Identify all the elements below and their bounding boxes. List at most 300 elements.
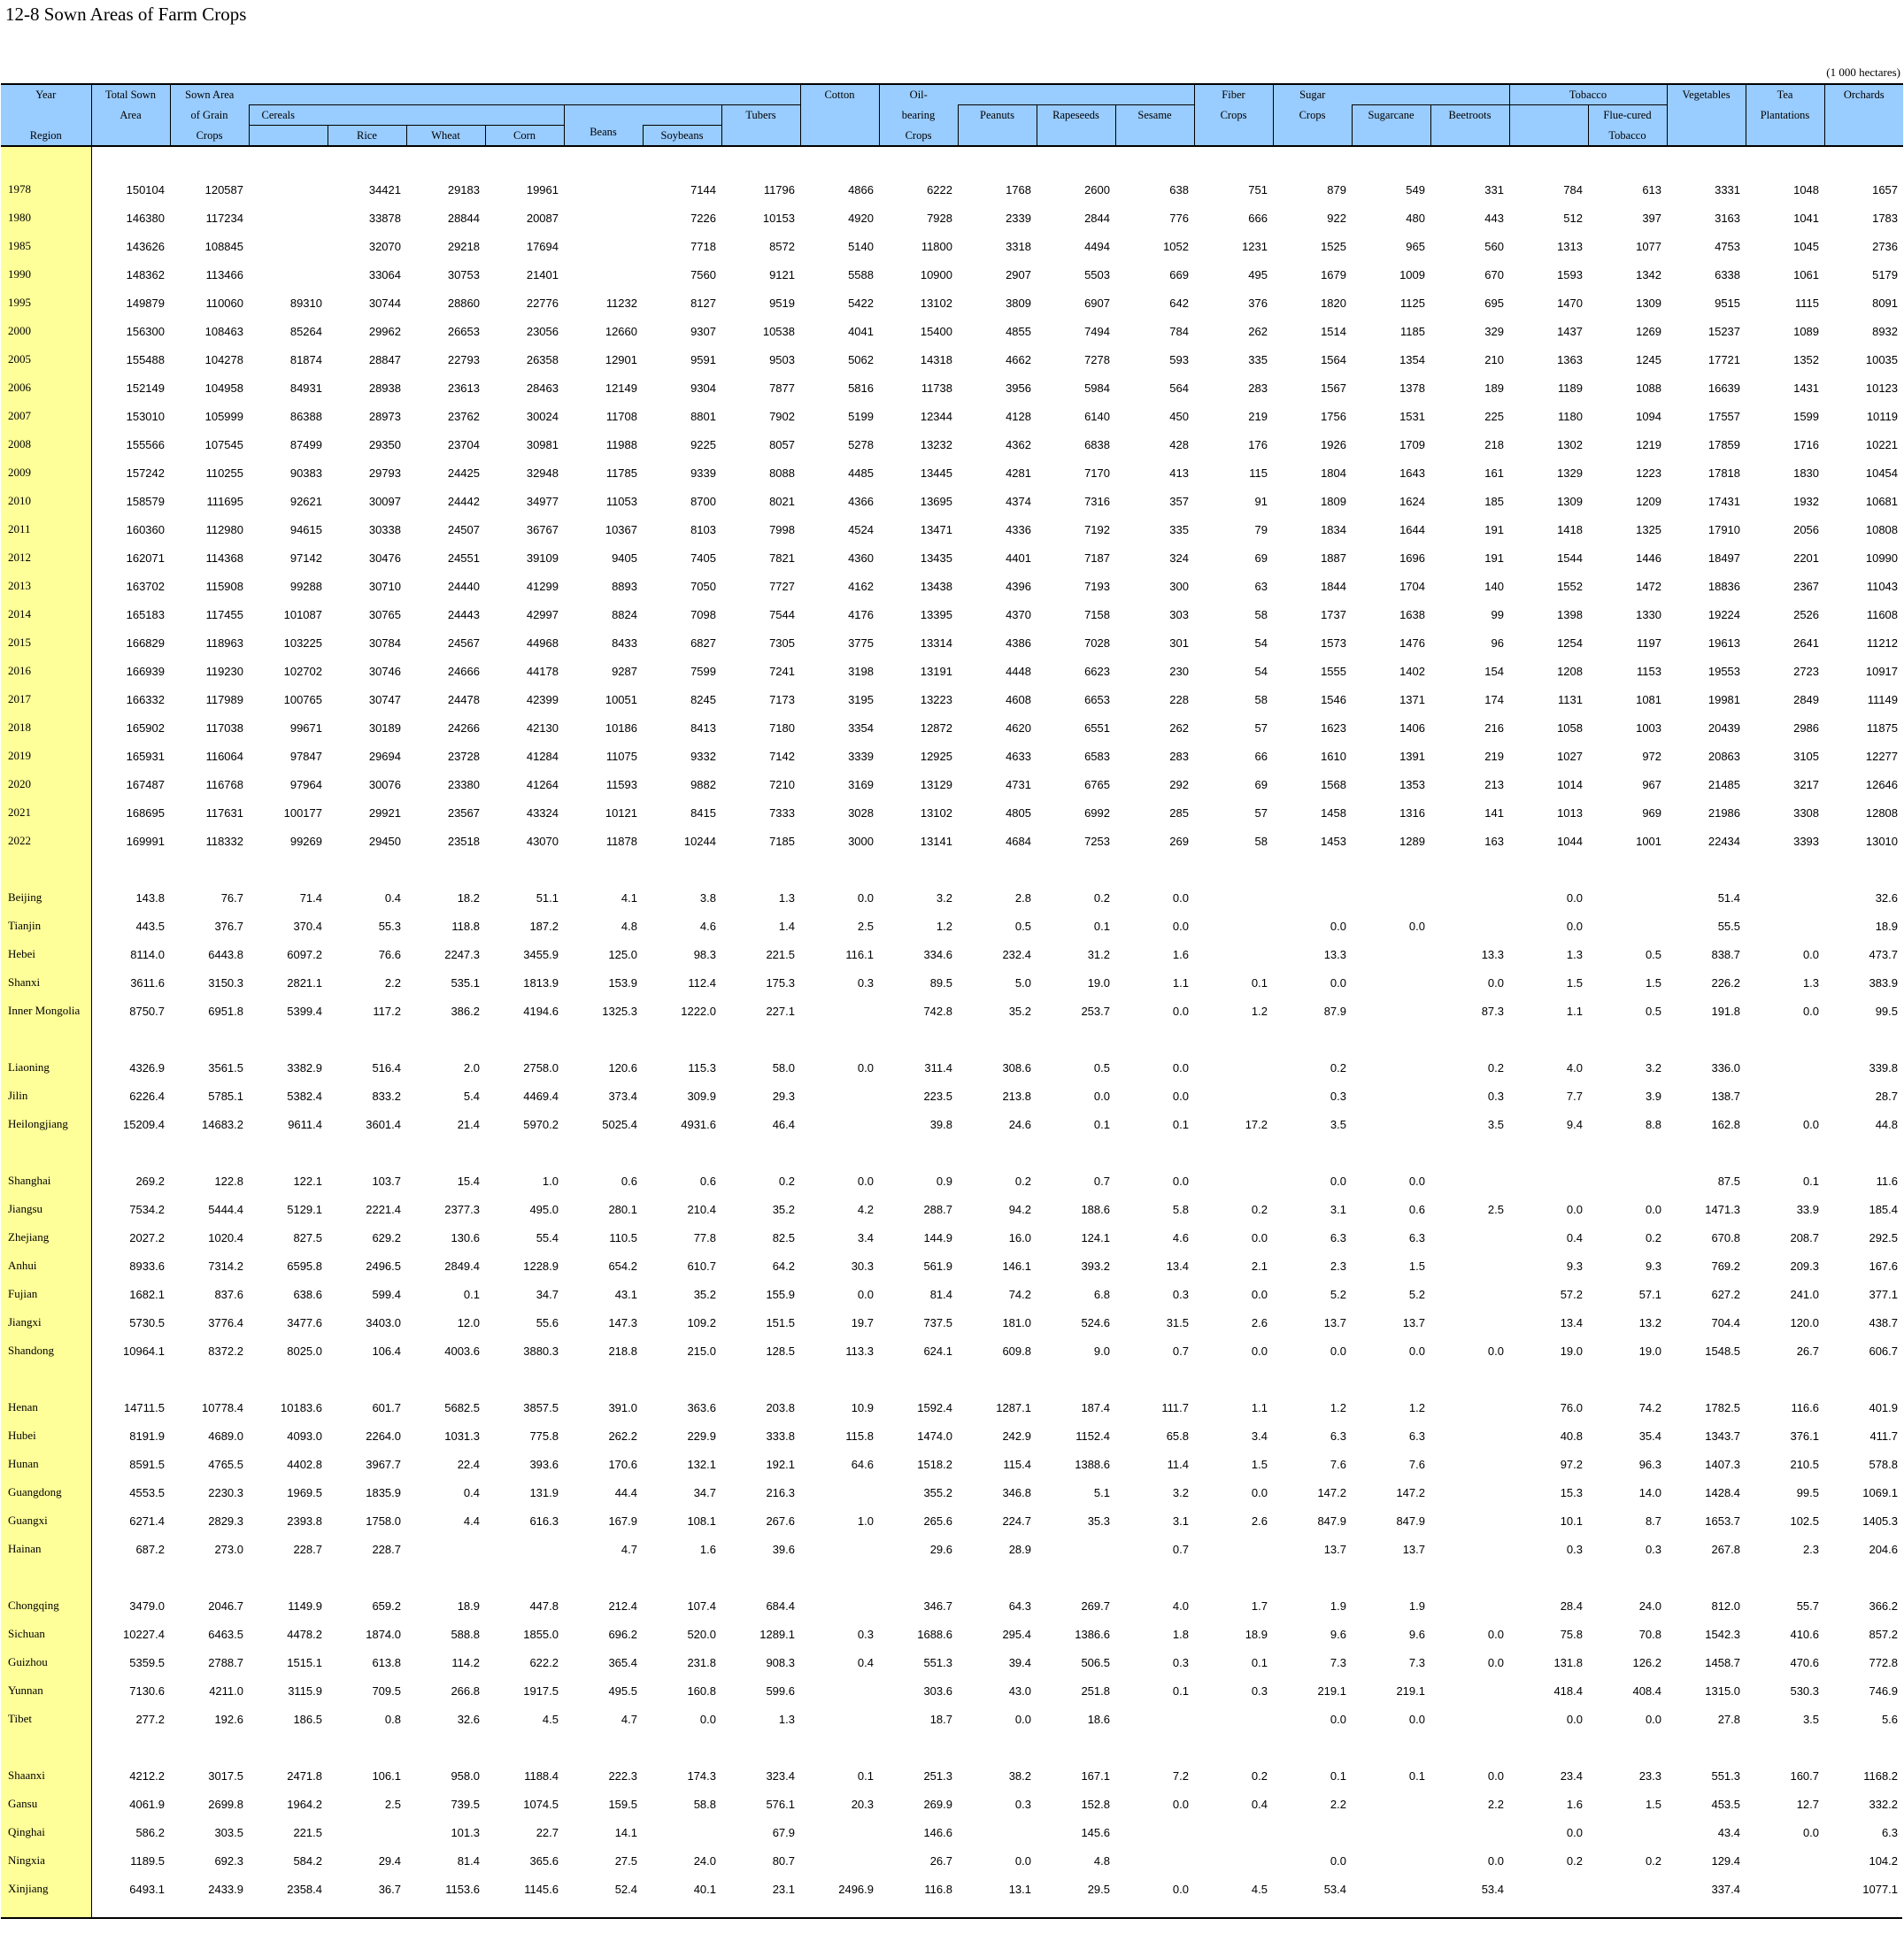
table-cell: 3.1 bbox=[1172, 1514, 1189, 1528]
table-cell: 5278 bbox=[848, 437, 874, 451]
table-cell bbox=[249, 232, 328, 260]
table-cell: 29793 bbox=[368, 466, 401, 480]
table-cell: 0.2 bbox=[778, 1174, 795, 1188]
table-cell: 1835.9 bbox=[366, 1485, 401, 1499]
table-cell: 9287 bbox=[612, 664, 637, 678]
table-cell: 1.5 bbox=[1566, 975, 1583, 990]
table-cell: 7316 bbox=[1084, 494, 1110, 508]
table-cell: 21485 bbox=[1707, 777, 1741, 791]
table-cell: 218.8 bbox=[608, 1344, 637, 1358]
table-cell: 5444.4 bbox=[208, 1202, 243, 1216]
table-cell: 99671 bbox=[289, 720, 322, 735]
table-cell: 117038 bbox=[205, 720, 243, 735]
table-cell: 4162 bbox=[848, 579, 874, 593]
table-cell: 191 bbox=[1484, 551, 1504, 565]
table-cell: 166332 bbox=[126, 692, 165, 706]
row-label: Sichuan bbox=[1, 1620, 91, 1648]
table-cell: 4805 bbox=[1006, 805, 1031, 820]
table-cell: 5.2 bbox=[1330, 1287, 1346, 1301]
table-cell: 29450 bbox=[368, 834, 401, 848]
table-cell: 624.1 bbox=[923, 1344, 952, 1358]
table-row bbox=[1, 798, 1903, 827]
table-cell: 4003.6 bbox=[444, 1344, 480, 1358]
table-cell: 253.7 bbox=[1081, 1004, 1110, 1018]
table-cell: 1.5 bbox=[1645, 1797, 1662, 1811]
table-cell: 1.1 bbox=[1251, 1400, 1268, 1414]
table-cell: 3809 bbox=[1006, 296, 1031, 310]
table-cell bbox=[1037, 1535, 1115, 1563]
row-label: 2005 bbox=[1, 345, 91, 374]
table-cell: 0.5 bbox=[1093, 1060, 1110, 1075]
spacer-row bbox=[1, 1733, 1903, 1761]
table-cell: 213.8 bbox=[1002, 1089, 1031, 1103]
table-cell: 269.7 bbox=[1081, 1599, 1110, 1613]
table-cell: 413 bbox=[1169, 466, 1189, 480]
table-cell: 7170 bbox=[1084, 466, 1110, 480]
table-cell: 10.1 bbox=[1560, 1514, 1583, 1528]
table-cell: 160.7 bbox=[1790, 1768, 1820, 1783]
table-cell: 1045 bbox=[1793, 239, 1820, 253]
table-cell: 0.0 bbox=[1330, 1712, 1346, 1726]
table-cell: 267.6 bbox=[766, 1514, 795, 1528]
table-cell: 96 bbox=[1491, 636, 1504, 650]
table-cell: 13438 bbox=[920, 579, 952, 593]
table-cell bbox=[564, 232, 643, 260]
header-orchards: Orchards bbox=[1824, 84, 1903, 105]
table-cell: 3.4 bbox=[1251, 1429, 1268, 1443]
table-cell: 3.2 bbox=[936, 890, 952, 905]
table-cell: 23380 bbox=[447, 777, 480, 791]
table-cell: 113466 bbox=[205, 267, 243, 281]
table-cell bbox=[1194, 1818, 1273, 1846]
table-cell: 94615 bbox=[289, 522, 322, 536]
table-row bbox=[1, 1506, 1903, 1535]
table-row bbox=[1, 1790, 1903, 1818]
table-cell: 283 bbox=[1169, 749, 1189, 763]
table-cell: 0.0 bbox=[1408, 919, 1425, 933]
table-cell: 15.4 bbox=[457, 1174, 480, 1188]
table-cell: 1.6 bbox=[1566, 1797, 1583, 1811]
table-cell: 3775 bbox=[848, 636, 874, 650]
table-cell: 111695 bbox=[206, 494, 243, 508]
table-cell: 58 bbox=[1254, 834, 1268, 848]
row-label: 2019 bbox=[1, 742, 91, 770]
table-cell: 1.7 bbox=[1251, 1599, 1268, 1613]
table-cell: 1887 bbox=[1321, 551, 1346, 565]
table-cell: 2.3 bbox=[1802, 1542, 1820, 1556]
table-cell: 0.0 bbox=[1330, 1344, 1346, 1358]
table-cell: 11800 bbox=[921, 239, 952, 253]
table-cell: 8801 bbox=[690, 409, 716, 423]
table-cell: 3776.4 bbox=[208, 1315, 243, 1329]
table-cell: 0.0 bbox=[1487, 1768, 1504, 1783]
table-cell: 2907 bbox=[1006, 267, 1031, 281]
table-cell: 1009 bbox=[1399, 267, 1425, 281]
table-cell: 30981 bbox=[526, 437, 559, 451]
table-cell: 659.2 bbox=[372, 1599, 401, 1613]
row-label: 2012 bbox=[1, 543, 91, 572]
table-cell bbox=[1430, 1506, 1509, 1535]
table-cell: 1219 bbox=[1636, 437, 1662, 451]
table-cell: 1567 bbox=[1321, 381, 1346, 395]
table-cell: 1768 bbox=[1006, 182, 1031, 196]
header-oil-1: Oil- bbox=[879, 84, 958, 105]
table-cell: 0.2 bbox=[1645, 1230, 1662, 1244]
header-soybeans: Soybeans bbox=[643, 126, 721, 147]
table-cell: 2758.0 bbox=[523, 1060, 559, 1075]
table-cell: 0.7 bbox=[1172, 1344, 1189, 1358]
table-cell: 3308 bbox=[1793, 805, 1820, 820]
table-cell: 55.5 bbox=[1717, 919, 1741, 933]
table-cell: 115.8 bbox=[845, 1429, 874, 1443]
table-cell: 1453 bbox=[1321, 834, 1346, 848]
table-cell: 837.6 bbox=[214, 1287, 243, 1301]
table-cell: 143.8 bbox=[135, 890, 165, 905]
table-cell: 1209 bbox=[1636, 494, 1662, 508]
table-cell: 1313 bbox=[1557, 239, 1583, 253]
table-cell: 1844 bbox=[1321, 579, 1346, 593]
row-label: Fujian bbox=[1, 1280, 91, 1308]
table-cell: 5730.5 bbox=[129, 1315, 165, 1329]
table-cell: 10183.6 bbox=[281, 1400, 322, 1414]
table-cell bbox=[1194, 1705, 1273, 1733]
table-cell: 209.3 bbox=[1790, 1259, 1820, 1273]
table-cell: 560 bbox=[1484, 239, 1504, 253]
table-cell: 1573 bbox=[1321, 636, 1346, 650]
table-cell: 13010 bbox=[1865, 834, 1899, 848]
table-cell: 1704 bbox=[1399, 579, 1425, 593]
table-cell: 1077 bbox=[1636, 239, 1662, 253]
table-cell: 0.0 bbox=[1802, 1117, 1820, 1131]
row-label: 2018 bbox=[1, 713, 91, 742]
table-cell: 7599 bbox=[690, 664, 716, 678]
table-cell: 972 bbox=[1642, 749, 1662, 763]
table-cell: 6595.8 bbox=[287, 1259, 322, 1273]
table-cell: 6.3 bbox=[1330, 1429, 1346, 1443]
table-cell: 13.3 bbox=[1481, 947, 1504, 961]
table-cell: 383.9 bbox=[1869, 975, 1899, 990]
table-cell: 0.4 bbox=[857, 1655, 874, 1669]
table-cell: 30024 bbox=[526, 409, 559, 423]
table-cell: 1542.3 bbox=[1705, 1627, 1741, 1641]
table-cell: 39.4 bbox=[1008, 1655, 1031, 1669]
row-label: 1978 bbox=[1, 175, 91, 204]
table-cell: 215.0 bbox=[687, 1344, 716, 1358]
table-cell: 43324 bbox=[526, 805, 559, 820]
table-cell: 225 bbox=[1484, 409, 1504, 423]
table-cell: 0.0 bbox=[1172, 919, 1189, 933]
table-cell: 160.8 bbox=[687, 1683, 716, 1698]
table-cell: 1926 bbox=[1321, 437, 1346, 451]
table-cell: 6443.8 bbox=[208, 947, 243, 961]
table-cell: 10367 bbox=[605, 522, 637, 536]
table-cell: 130.6 bbox=[451, 1230, 480, 1244]
table-cell: 1679 bbox=[1321, 267, 1346, 281]
table-cell: 772.8 bbox=[1869, 1655, 1899, 1669]
row-label: Shanxi bbox=[1, 968, 91, 997]
table-cell: 32070 bbox=[368, 239, 401, 253]
table-cell: 4176 bbox=[848, 607, 874, 621]
table-cell bbox=[1352, 940, 1430, 968]
table-cell: 0.0 bbox=[1408, 1712, 1425, 1726]
table-cell: 3195 bbox=[848, 692, 874, 706]
table-cell bbox=[1352, 1082, 1430, 1110]
table-cell: 535.1 bbox=[451, 975, 480, 990]
table-cell: 512 bbox=[1563, 211, 1583, 225]
table-cell: 2056 bbox=[1793, 522, 1820, 536]
table-cell: 12344 bbox=[920, 409, 952, 423]
table-cell: 857.2 bbox=[1869, 1627, 1899, 1641]
table-cell: 3.5 bbox=[1330, 1117, 1346, 1131]
table-cell: 1145.6 bbox=[524, 1882, 559, 1896]
table-cell: 1688.6 bbox=[917, 1627, 952, 1641]
table-cell: 40.1 bbox=[693, 1882, 716, 1896]
table-cell: 76.7 bbox=[220, 890, 243, 905]
row-label: 2014 bbox=[1, 600, 91, 628]
table-cell: 10121 bbox=[605, 805, 637, 820]
table-cell: 292 bbox=[1169, 777, 1189, 791]
table-cell: 9405 bbox=[612, 551, 637, 565]
table-cell: 2358.4 bbox=[287, 1882, 322, 1896]
table-cell: 6226.4 bbox=[129, 1089, 165, 1103]
table-cell: 7560 bbox=[690, 267, 716, 281]
table-cell: 22793 bbox=[447, 352, 480, 366]
table-cell: 363.6 bbox=[687, 1400, 716, 1414]
table-cell: 283 bbox=[1248, 381, 1268, 395]
table-cell: 4370 bbox=[1006, 607, 1031, 621]
table-cell bbox=[800, 1110, 879, 1138]
table-cell: 0.3 bbox=[1172, 1287, 1189, 1301]
table-cell: 1874.0 bbox=[366, 1627, 401, 1641]
table-cell: 24551 bbox=[447, 551, 480, 565]
table-cell: 213 bbox=[1484, 777, 1504, 791]
table-cell: 1386.6 bbox=[1075, 1627, 1110, 1641]
table-row bbox=[1, 572, 1903, 600]
spacer-row bbox=[1, 855, 1903, 883]
table-cell: 51.4 bbox=[1717, 890, 1741, 905]
table-cell: 4396 bbox=[1006, 579, 1031, 593]
table-cell: 167487 bbox=[126, 777, 165, 791]
table-row bbox=[1, 713, 1903, 742]
table-cell: 87.9 bbox=[1323, 1004, 1346, 1018]
table-cell: 2221.4 bbox=[366, 1202, 401, 1216]
table-cell bbox=[1430, 1591, 1509, 1620]
table-cell: 331 bbox=[1484, 182, 1504, 196]
table-cell: 1001 bbox=[1636, 834, 1662, 848]
table-cell: 19613 bbox=[1707, 636, 1741, 650]
table-cell: 4336 bbox=[1006, 522, 1031, 536]
row-label: Inner Mongolia bbox=[1, 997, 91, 1025]
table-cell: 7.3 bbox=[1330, 1655, 1346, 1669]
table-row bbox=[1, 1818, 1903, 1846]
table-cell: 30076 bbox=[368, 777, 401, 791]
table-cell: 167.9 bbox=[608, 1514, 637, 1528]
table-cell: 2339 bbox=[1006, 211, 1031, 225]
row-label: 2022 bbox=[1, 827, 91, 855]
table-row bbox=[1, 912, 1903, 940]
table-cell: 1269 bbox=[1636, 324, 1662, 338]
table-cell: 96.3 bbox=[1638, 1457, 1662, 1471]
table-cell: 108845 bbox=[204, 239, 243, 253]
table-cell: 609.8 bbox=[1002, 1344, 1031, 1358]
table-cell: 4.0 bbox=[1566, 1060, 1583, 1075]
table-cell: 3354 bbox=[848, 720, 874, 735]
table-cell: 303.6 bbox=[923, 1683, 952, 1698]
table-cell: 8103 bbox=[690, 522, 716, 536]
table-cell bbox=[1194, 1167, 1273, 1195]
table-cell: 203.8 bbox=[766, 1400, 795, 1414]
row-label: 2009 bbox=[1, 458, 91, 487]
table-cell: 2230.3 bbox=[208, 1485, 243, 1499]
table-cell: 2.3 bbox=[1330, 1259, 1346, 1273]
table-cell: 110060 bbox=[205, 296, 243, 310]
table-cell: 311.4 bbox=[924, 1060, 952, 1075]
table-cell: 26.7 bbox=[929, 1853, 952, 1868]
table-cell: 0.1 bbox=[1172, 1117, 1189, 1131]
page-title: 12-8 Sown Areas of Farm Crops bbox=[5, 4, 247, 25]
table-cell: 34977 bbox=[526, 494, 559, 508]
row-label: 2011 bbox=[1, 515, 91, 543]
table-cell: 17910 bbox=[1707, 522, 1741, 536]
table-cell: 7902 bbox=[769, 409, 795, 423]
table-cell: 303.5 bbox=[214, 1825, 243, 1839]
table-cell: 0.0 bbox=[1566, 1712, 1583, 1726]
table-cell: 30753 bbox=[447, 267, 480, 281]
table-cell: 116.6 bbox=[1791, 1400, 1820, 1414]
table-row bbox=[1, 345, 1903, 374]
table-cell: 21401 bbox=[526, 267, 559, 281]
table-cell: 5.8 bbox=[1172, 1202, 1189, 1216]
table-cell bbox=[564, 175, 643, 204]
table-cell: 1222.0 bbox=[681, 1004, 716, 1018]
table-cell: 1402 bbox=[1399, 664, 1425, 678]
table-cell: 149879 bbox=[126, 296, 165, 310]
table-cell: 11043 bbox=[1866, 579, 1899, 593]
table-cell: 376.1 bbox=[1790, 1429, 1820, 1443]
header-grain-3: Crops bbox=[170, 126, 249, 147]
table-cell bbox=[1430, 1535, 1509, 1563]
table-cell: 642 bbox=[1169, 296, 1189, 310]
table-cell: 97142 bbox=[289, 551, 322, 565]
table-cell: 0.1 bbox=[1093, 919, 1110, 933]
table-cell: 4374 bbox=[1006, 494, 1031, 508]
table-cell: 16.0 bbox=[1008, 1230, 1031, 1244]
table-cell: 401.9 bbox=[1869, 1400, 1899, 1414]
table-cell: 44.4 bbox=[614, 1485, 637, 1499]
table-cell: 30.3 bbox=[851, 1259, 874, 1273]
table-row bbox=[1, 232, 1903, 260]
table-cell: 86388 bbox=[289, 409, 322, 423]
table-cell: 4194.6 bbox=[523, 1004, 559, 1018]
table-cell: 24478 bbox=[447, 692, 480, 706]
table-cell: 0.0 bbox=[1014, 1853, 1031, 1868]
table-cell: 106.1 bbox=[372, 1768, 401, 1783]
table-row bbox=[1, 1252, 1903, 1280]
table-cell: 10221 bbox=[1865, 437, 1899, 451]
table-cell bbox=[1509, 1875, 1588, 1903]
table-cell: 115 bbox=[1249, 466, 1268, 480]
table-cell: 453.5 bbox=[1711, 1797, 1741, 1811]
table-bottom-rule bbox=[1, 1917, 1902, 1919]
table-cell: 30476 bbox=[368, 551, 401, 565]
table-cell: 14683.2 bbox=[202, 1117, 243, 1131]
table-cell: 1044 bbox=[1557, 834, 1583, 848]
table-row bbox=[1, 1620, 1903, 1648]
table-cell: 3967.7 bbox=[366, 1457, 401, 1471]
table-cell: 219.1 bbox=[1317, 1683, 1346, 1698]
table-cell: 0.0 bbox=[1566, 1202, 1583, 1216]
table-cell: 18497 bbox=[1707, 551, 1741, 565]
table-cell: 1089 bbox=[1793, 324, 1820, 338]
table-cell: 4.8 bbox=[1093, 1853, 1110, 1868]
table-cell: 44178 bbox=[526, 664, 559, 678]
table-cell bbox=[800, 1705, 879, 1733]
table-cell: 23.4 bbox=[1560, 1768, 1583, 1783]
table-cell: 1531 bbox=[1399, 409, 1425, 423]
table-cell: 23704 bbox=[447, 437, 480, 451]
table-cell: 17721 bbox=[1707, 352, 1741, 366]
table-cell: 7210 bbox=[769, 777, 795, 791]
table-cell bbox=[1194, 1535, 1273, 1563]
table-cell: 13.7 bbox=[1402, 1542, 1425, 1556]
table-cell: 1048 bbox=[1793, 182, 1820, 196]
table-cell: 153.9 bbox=[608, 975, 637, 990]
table-cell bbox=[328, 1818, 406, 1846]
table-cell: 0.2 bbox=[1251, 1202, 1268, 1216]
table-cell bbox=[1430, 1478, 1509, 1506]
table-cell: 7877 bbox=[769, 381, 795, 395]
table-cell: 2788.7 bbox=[208, 1655, 243, 1669]
table-cell: 18836 bbox=[1707, 579, 1741, 593]
table-cell: 23.1 bbox=[772, 1882, 795, 1896]
table-cell: 3479.0 bbox=[129, 1599, 165, 1613]
table-cell: 1471.3 bbox=[1705, 1202, 1741, 1216]
table-cell: 428 bbox=[1169, 437, 1189, 451]
table-cell: 131.9 bbox=[529, 1485, 559, 1499]
table-cell: 334.6 bbox=[923, 947, 952, 961]
table-cell bbox=[1588, 883, 1667, 912]
table-cell bbox=[1194, 1846, 1273, 1875]
table-cell: 3028 bbox=[848, 805, 874, 820]
table-cell: 1855.0 bbox=[523, 1627, 559, 1641]
table-cell: 12808 bbox=[1865, 805, 1899, 820]
table-cell: 111.7 bbox=[1161, 1400, 1189, 1414]
table-cell: 5140 bbox=[848, 239, 874, 253]
table-cell: 13191 bbox=[920, 664, 952, 678]
table-cell: 99.5 bbox=[1875, 1004, 1899, 1018]
table-cell: 3339 bbox=[848, 749, 874, 763]
table-cell: 120.6 bbox=[608, 1060, 637, 1075]
table-cell: 288.7 bbox=[923, 1202, 952, 1216]
header-corn: Corn bbox=[485, 126, 564, 147]
table-cell: 958.0 bbox=[451, 1768, 480, 1783]
table-cell: 8415 bbox=[690, 805, 716, 820]
table-cell: 8572 bbox=[769, 239, 795, 253]
table-cell: 12872 bbox=[920, 720, 952, 735]
row-label: Hainan bbox=[1, 1535, 91, 1563]
table-cell: 4.0 bbox=[1172, 1599, 1189, 1613]
table-cell: 0.0 bbox=[1330, 975, 1346, 990]
row-label: Jiangsu bbox=[1, 1195, 91, 1223]
table-cell: 120.0 bbox=[1790, 1315, 1820, 1329]
table-cell: 5.0 bbox=[1014, 975, 1031, 990]
table-cell bbox=[1352, 1875, 1430, 1903]
table-cell: 1180 bbox=[1558, 409, 1583, 423]
table-cell: 967 bbox=[1642, 777, 1662, 791]
table-cell: 1153.6 bbox=[445, 1882, 480, 1896]
table-cell bbox=[800, 1082, 879, 1110]
table-cell: 64.3 bbox=[1008, 1599, 1031, 1613]
